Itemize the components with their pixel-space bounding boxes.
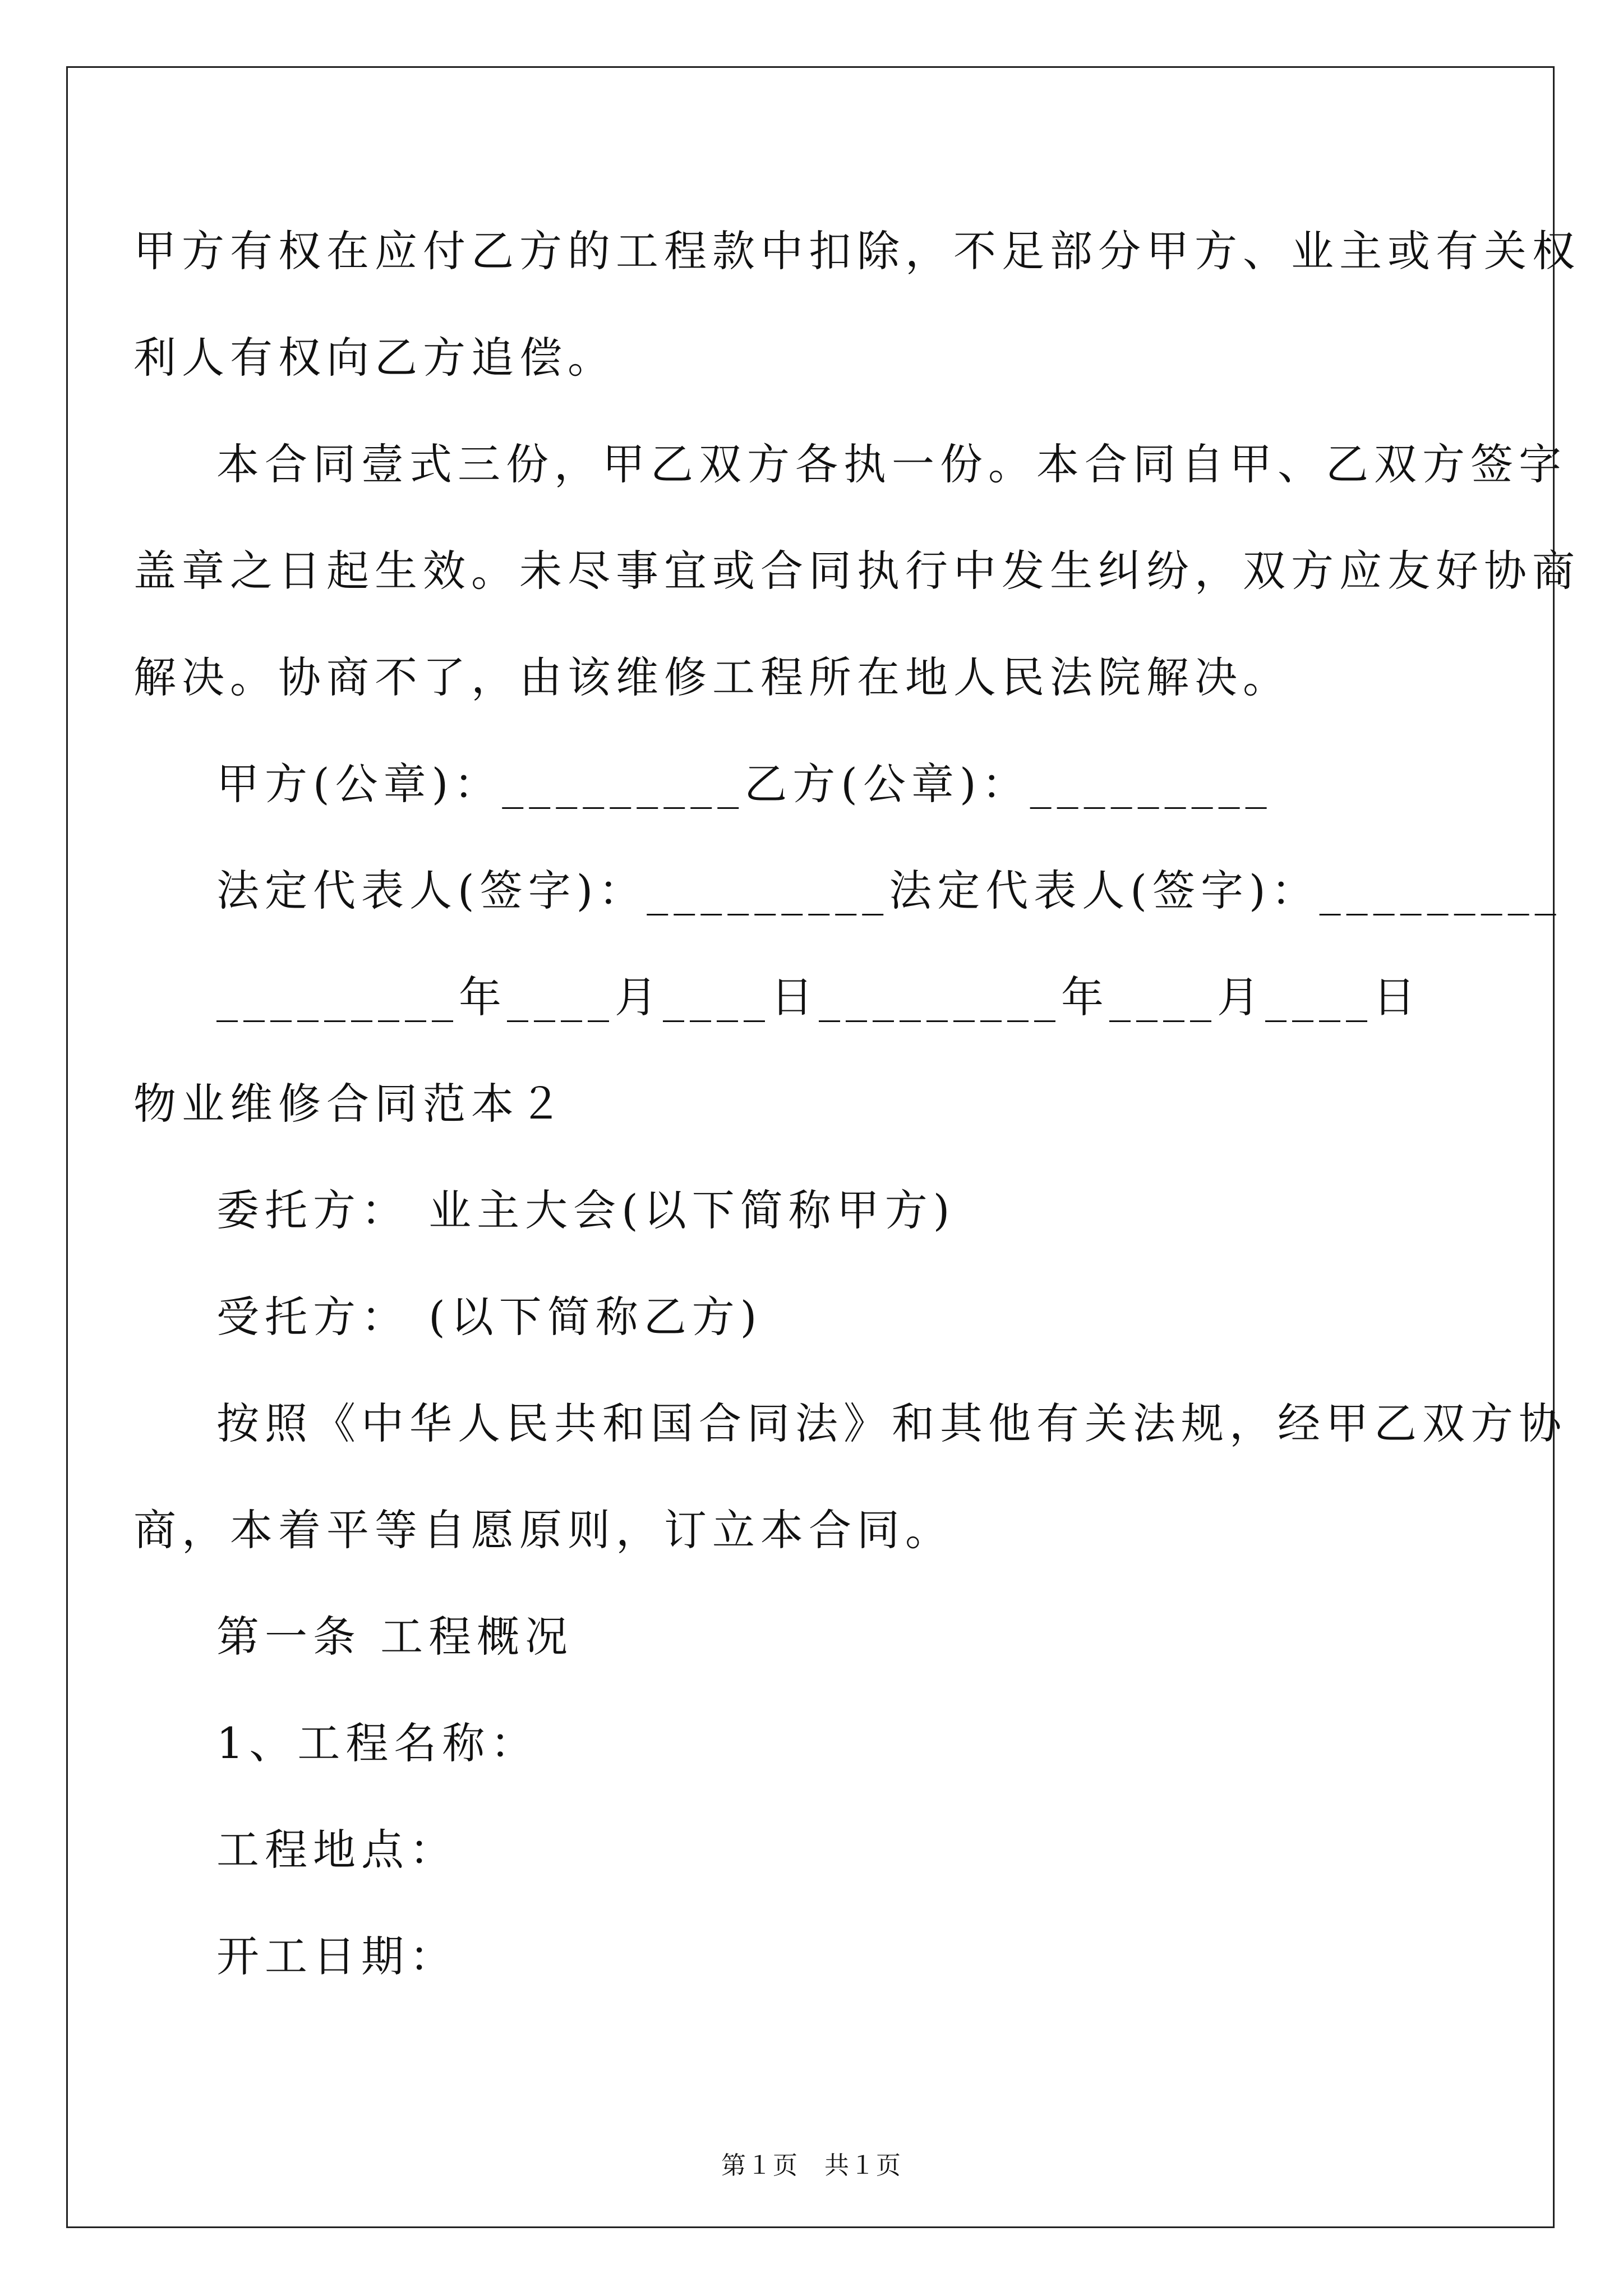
article-heading: 第一条 工程概况 [216, 1612, 574, 1662]
field-start-date: 开工日期： [216, 1931, 458, 1981]
party-a-line: 委托方： 业主大会(以下简称甲方) [216, 1185, 956, 1235]
paragraph-line: 解决。协商不了，由该维修工程所在地人民法院解决。 [133, 652, 1291, 702]
signature-line-representative: 法定代表人(签字)：_________法定代表人(签字)：_________ [216, 866, 1562, 915]
signature-line-seal: 甲方(公章)：_________乙方(公章)：_________ [216, 759, 1272, 809]
signature-line-date: _________年____月____日_________年____月____日 [216, 972, 1421, 1022]
paragraph-line: 甲方有权在应付乙方的工程款中扣除，不足部分甲方、业主或有关权 [133, 226, 1580, 276]
paragraph-line: 利人有权向乙方追偿。 [133, 333, 616, 383]
party-b-line: 受托方： (以下简称乙方) [216, 1292, 763, 1342]
page-number: 第１页 共１页 [721, 2152, 902, 2179]
paragraph-line: 商，本着平等自愿原则，订立本合同。 [133, 1505, 953, 1555]
paragraph-line: 本合同壹式三份，甲乙双方各执一份。本合同自甲、乙双方签字 [216, 439, 1567, 489]
section-title: 物业维修合同范本２ [133, 1079, 568, 1129]
paragraph-line: 盖章之日起生效。未尽事宜或合同执行中发生纠纷，双方应友好协商 [133, 546, 1580, 596]
paragraph-line: 按照《中华人民共和国合同法》和其他有关法规，经甲乙双方协 [216, 1398, 1567, 1448]
field-project-location: 工程地点： [216, 1825, 458, 1875]
field-project-name: 1、工程名称： [216, 1718, 539, 1768]
page-border [66, 66, 1555, 2228]
